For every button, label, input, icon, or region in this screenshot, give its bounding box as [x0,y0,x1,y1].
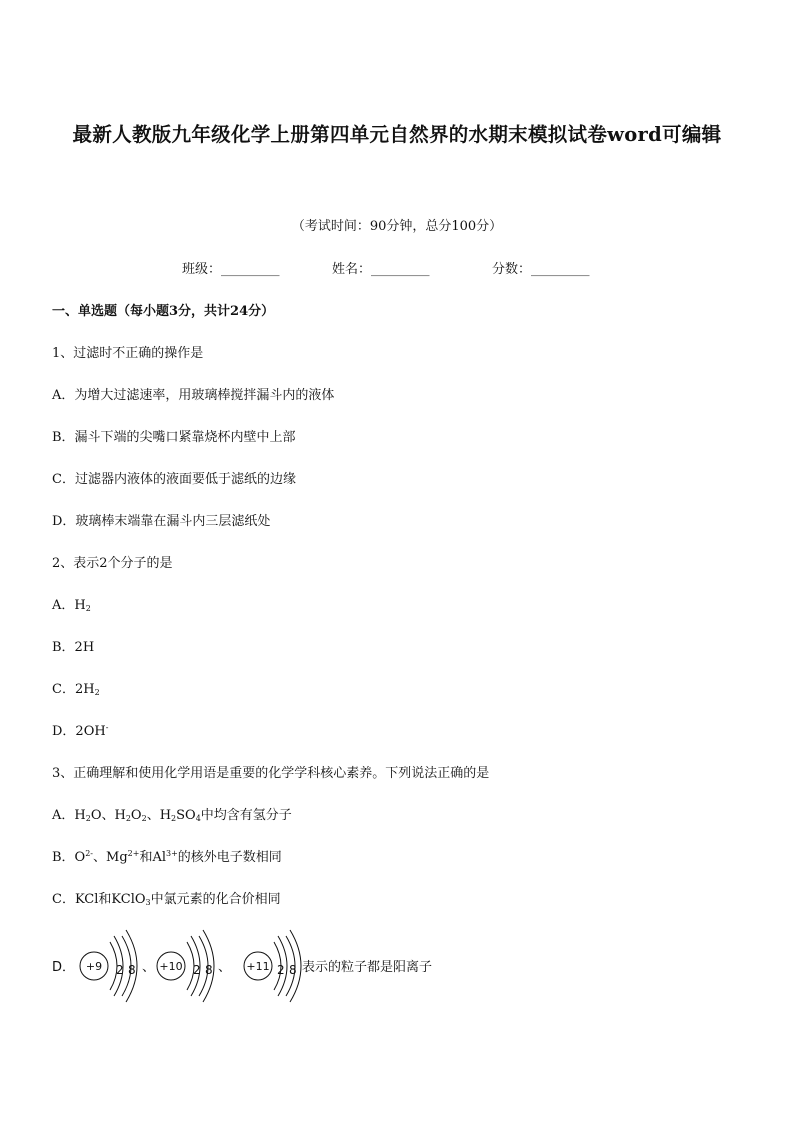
q1-stem: 1、过滤时不正确的操作是 [52,346,204,361]
q1-option-c: C．过滤器内液体的液面要低于滤纸的边缘 [52,472,296,487]
q1-option-b: B．漏斗下端的尖嘴口紧靠烧杯内壁中上部 [52,430,296,445]
atom-structure-diagrams [52,930,572,1000]
class-label: 班级： [182,262,222,277]
name-field [332,258,430,277]
shell-electrons: 8 [128,963,136,977]
q3-option-c: C．KCl和KClO$_3$中氯元素的化合价相同 [52,892,281,907]
q3-stem: 3、正确理解和使用化学用语是重要的化学学科核心素养。下列说法正确的是 [52,766,490,781]
q3-option-d [52,930,572,1000]
nucleus-charge: +11 [246,960,270,973]
q2-stem: 2、表示2个分子的是 [52,556,173,571]
option-d-label: D． [52,960,76,975]
q1-option-d: D．玻璃棒末端靠在漏斗内三层滤纸处 [52,514,271,529]
q2-option-c: C．$2H_2$ [52,682,100,697]
shell-electrons: 8 [289,963,297,977]
name-label: 姓名： [332,262,372,277]
nucleus-charge: +9 [85,960,103,973]
nucleus-charge: +10 [159,960,183,973]
q3-option-b: B．$O^{2-}$、$Mg^{2+}$和$Al^{3+}$的核外电子数相同 [52,849,282,865]
class-field [182,258,280,277]
score-label: 分数： [492,262,532,277]
separator: 、 [218,960,232,975]
q2-option-d: D．2OH- [52,723,109,739]
atom-diagram-2 [157,930,214,1002]
atom-diagram-3 [244,930,301,1002]
exam-time-info: （考试时间：90分钟，总分100分） [291,219,503,234]
name-blank: _________ [371,262,430,277]
shell-electrons: 2 [193,963,201,977]
atom-diagram-1 [80,930,137,1002]
q1-option-a: A．为增大过滤速率，用玻璃棒搅拌漏斗内的液体 [52,388,335,403]
separator: 、 [142,960,156,975]
shell-electrons: 2 [116,963,124,977]
option-d-text: 表示的粒子都是阳离子 [302,960,433,975]
q2-option-b: B．2H [52,640,95,655]
shell-electrons: 2 [277,963,285,977]
q2-option-a: A．$H_2$ [52,598,91,613]
score-blank: _________ [531,262,590,277]
shell-electrons: 8 [205,963,213,977]
q3-option-a: A．$H_2O$、$H_2O_2$、$H_2SO_4$中均含有氢分子 [52,808,292,823]
score-field [492,258,590,277]
page-title: 最新人教版九年级化学上册第四单元自然界的水期末模拟试卷word可编辑 [72,123,722,146]
class-blank: _________ [221,262,280,277]
section-heading: 一、单选题（每小题3分，共计24分） [52,304,275,319]
